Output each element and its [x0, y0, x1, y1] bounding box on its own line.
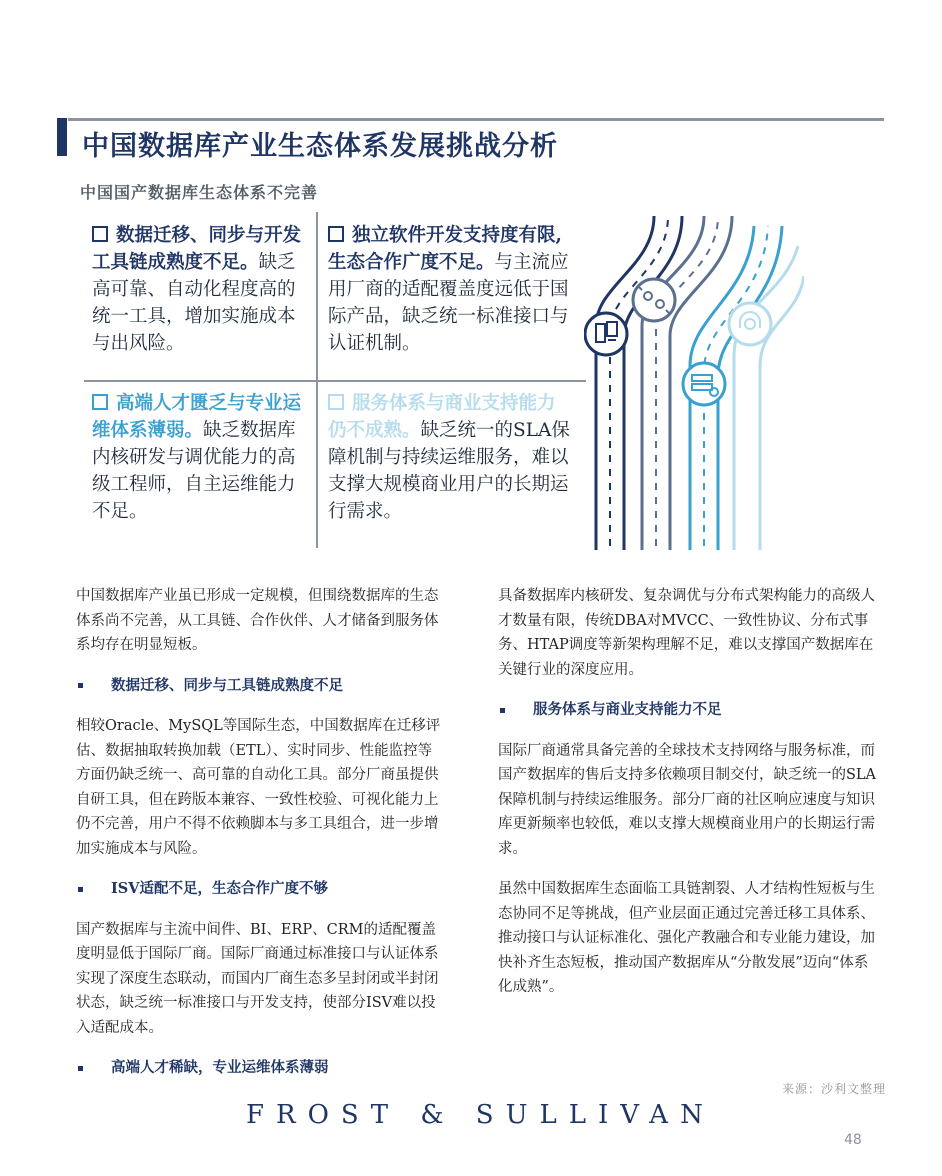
- challenge-grid: [84, 212, 586, 548]
- intro-paragraph: 中国数据库产业虽已形成一定规模，但围绕数据库的生态体系尚不完善，从工具链、合作伙伴、人才储备到服务体系均存在明显短板。: [76, 588, 439, 653]
- title-accent-bar: [57, 118, 67, 156]
- source-note: 来源：沙利文整理: [782, 1082, 887, 1096]
- heading-text: 高端人才稀缺，专业运维体系薄弱: [111, 1059, 329, 1076]
- lane-4: [734, 246, 804, 550]
- heading-text: 服务体系与商业支持能力不足: [533, 701, 722, 718]
- cell-body: 缺乏高可靠、自动化程度高的统一工具，增加实施成本与出风险。: [92, 252, 296, 354]
- cell-heading: 服务体系与商业支持能力仍不成熟。: [328, 393, 556, 441]
- server-settings-icon: [683, 363, 725, 405]
- section-heading-service: [498, 698, 878, 723]
- cell-body: 缺乏数据库内核研发与调优能力的高级工程师，自主运维能力不足。: [92, 420, 296, 522]
- challenge-cell-service: [328, 390, 573, 525]
- cell-body: 与主流应用厂商的适配覆盖度远低于国际产品，缺乏统一标准接口与认证机制。: [328, 252, 569, 354]
- conclusion-paragraph: 虽然中国数据库生态面临工具链割裂、人才结构性短板与生态协同不足等挑战，但产业层面正通过完善迁移工具体系、推动接口与认证标准化、强化产教融合和专业能力建设，加快补齐生态短板，推动国产数据库从“分散发展”迈向“体系化成熟”。: [498, 881, 875, 995]
- section-heading-isv: [76, 877, 446, 902]
- heading-text: 数据迁移、同步与工具链成熟度不足: [111, 676, 343, 694]
- brand-logo: FROST & SULLIVAN: [246, 1100, 715, 1130]
- isv-paragraph: 国产数据库与主流中间件、BI、ERP、CRM的适配覆盖度明显低于国际厂商。国际厂商通过标准接口与认证体系实现了深度生态联动，而国内厂商生态多呈封闭或半封闭状态，缺乏统一标准接口与开发支持，使部分ISV难以投入适配成本。: [76, 921, 439, 1036]
- talent-paragraph: 具备数据库内核研发、复杂调优与分布式架构能力的高级人才数量有限，传统DBA对MVCC、一致性协议、分布式事务、HTAP调度等新架构理解不足，难以支撑国产数据库在关键行业的深度应用。: [498, 588, 875, 678]
- title-rule: [68, 118, 884, 121]
- cell-body: 缺乏统一的SLA保障机制与持续运维服务，难以支撑大规模商业用户的长期运行需求。: [328, 420, 570, 522]
- headset-support-icon: [729, 303, 771, 345]
- grid-horizontal-divider: [84, 380, 586, 382]
- right-text-column: [498, 584, 878, 1016]
- bullet-square-icon: [78, 887, 83, 892]
- checkbox-icon: [328, 226, 344, 242]
- challenge-cell-tools: [92, 222, 307, 357]
- page-title: 中国数据库产业生态体系发展挑战分析: [82, 131, 558, 162]
- road-lanes-illustration: [584, 206, 804, 550]
- service-paragraph: 国际厂商通常具备完善的全球技术支持网络与服务标准，而国产数据库的售后支持多依赖项目制交付，缺乏统一的SLA保障机制与持续运维服务。部分厂商的社区响应速度与知识库更新频率也较低，难以支撑大规模商业用户的长期运行需求。: [498, 742, 877, 857]
- cell-heading: 高端人才匮乏与专业运维体系薄弱。: [92, 393, 302, 441]
- bullet-square-icon: [500, 708, 505, 713]
- checkbox-icon: [92, 394, 108, 410]
- checkbox-icon: [92, 226, 108, 242]
- section-heading-tools: [76, 674, 446, 699]
- people-collaboration-icon: [633, 279, 675, 321]
- checkbox-icon: [328, 394, 344, 410]
- section-subtitle: 中国国产数据库生态体系不完善: [80, 183, 319, 202]
- cell-heading: 独立软件开发支持度有限,生态合作广度不足。: [328, 225, 562, 273]
- document-transfer-icon: [585, 313, 627, 355]
- bullet-square-icon: [78, 1066, 83, 1071]
- challenge-cell-isv: [328, 222, 573, 357]
- challenge-cell-talent: [92, 390, 307, 525]
- section-heading-talent: [76, 1056, 446, 1081]
- heading-text: ISV适配不足，生态合作广度不够: [111, 880, 329, 897]
- page-number: 48: [844, 1132, 862, 1148]
- cell-heading: 数据迁移、同步与开发工具链成熟度不足。: [92, 225, 302, 273]
- tools-paragraph: 相较Oracle、MySQL等国际生态，中国数据库在迁移评估、数据抽取转换加载（ETL）、实时同步、性能监控等方面仍缺乏统一、高可靠的自动化工具。部分厂商虽提供自研工具，但在跨版本兼容、一致性校验、可视化能力上仍不完善，用户不得不依赖脚本与多工具组合，进一步增加实施成本与风险。: [76, 718, 441, 857]
- left-text-column: [76, 584, 446, 1097]
- bullet-square-icon: [78, 683, 83, 688]
